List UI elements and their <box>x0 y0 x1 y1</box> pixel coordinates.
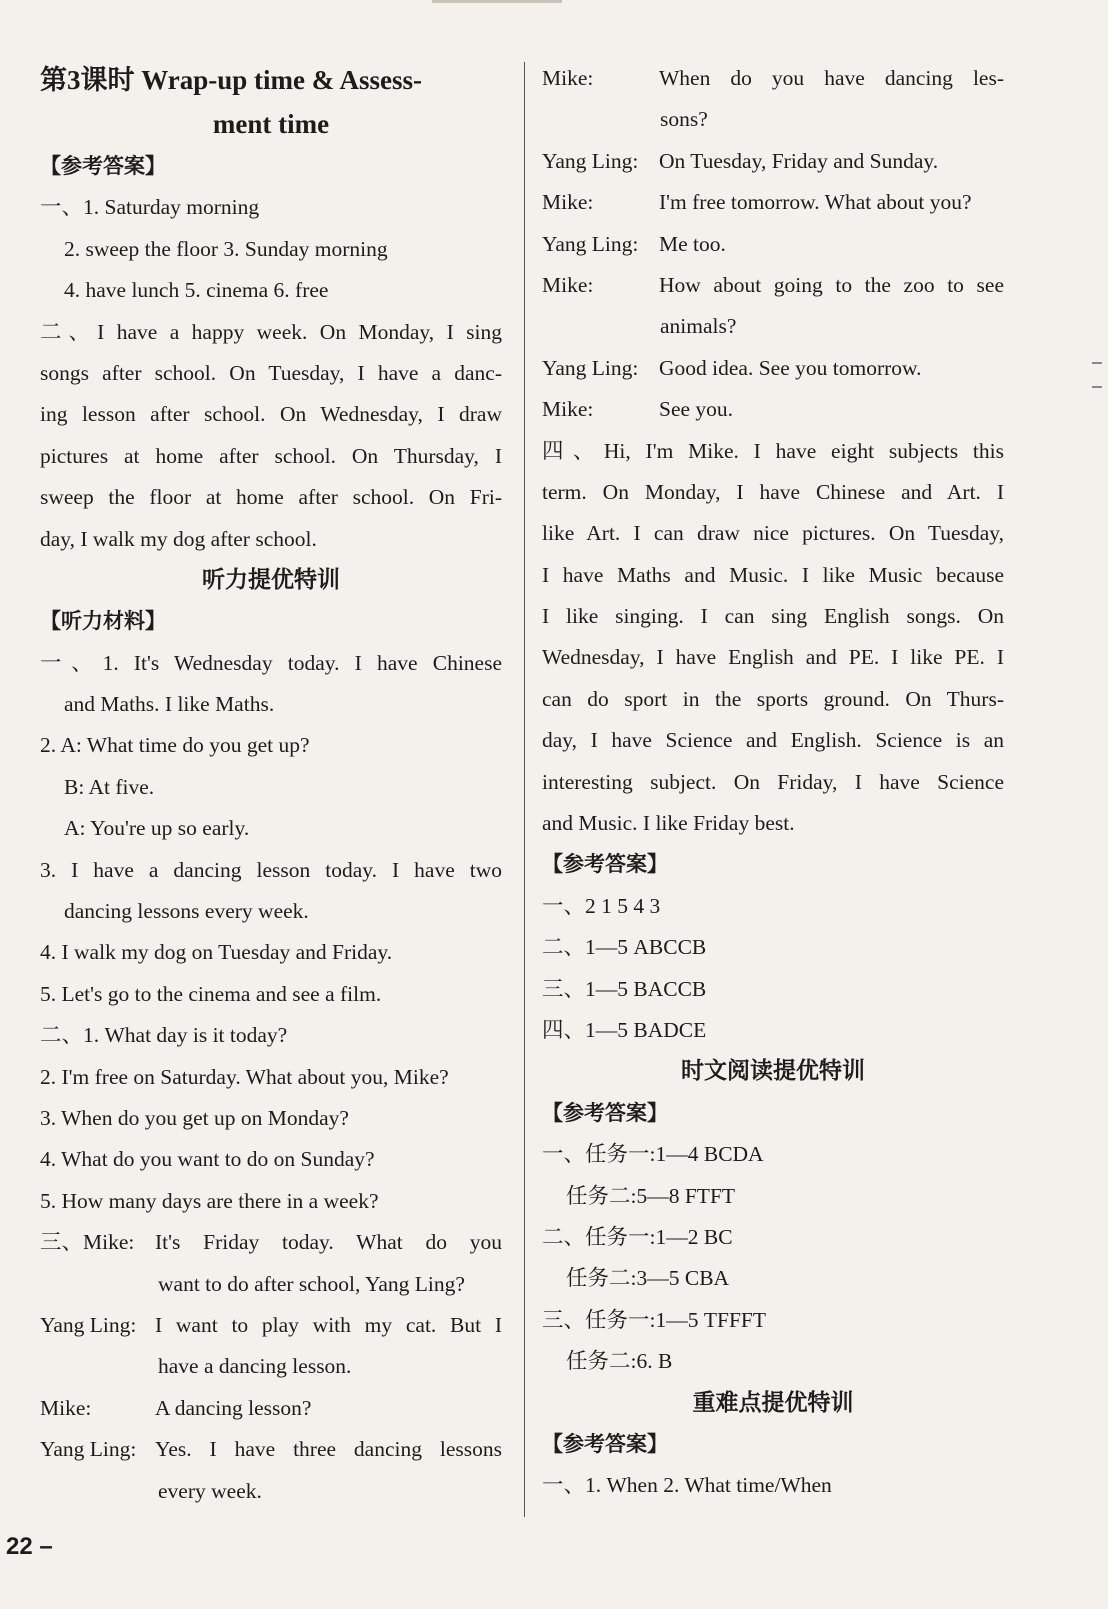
paragraph-line: sweep the floor at home after school. On Fri- <box>40 485 502 510</box>
paragraph-line: and Music. I like Friday best. <box>542 811 795 836</box>
column-divider <box>524 62 525 1517</box>
dialogue-text: I'm free tomorrow. What about you? <box>659 190 972 215</box>
paragraph-line: 二、I have a happy week. On Monday, I sing <box>40 319 502 344</box>
speaker-label: Yang Ling: <box>542 355 639 380</box>
answer-line: 一、2 1 5 4 3 <box>542 893 661 918</box>
answer-line: 2. sweep the floor 3. Sunday morning <box>64 236 388 261</box>
speaker-label: 三、Mike: <box>40 1230 135 1255</box>
listening-line: A: You're up so early. <box>64 816 250 841</box>
paragraph-line: Wednesday, I have English and PE. I like PE. I <box>542 645 1004 670</box>
answer-line: 任务二:5—8 FTFT <box>566 1183 736 1208</box>
dialogue-line <box>542 389 1004 430</box>
section-heading-reading: 时文阅读提优特训 <box>681 1058 865 1085</box>
paragraph-line: I have Maths and Music. I like Music because <box>542 562 1004 587</box>
section-heading-key-points: 重难点提优特训 <box>692 1389 854 1416</box>
speaker-label: Yang Ling: <box>40 1437 137 1462</box>
dialogue-continuation: have a dancing lesson. <box>158 1354 352 1379</box>
listening-line: 一、1. It's Wednesday today. I have Chinese <box>40 650 502 675</box>
speaker-label: Yang Ling: <box>40 1312 137 1337</box>
lesson-title-line1: 第3课时 Wrap-up time & Assess- <box>40 65 423 95</box>
dialogue-line <box>40 1388 502 1429</box>
speaker-label: Yang Ling: <box>542 148 639 173</box>
dialogue-line <box>542 141 1004 182</box>
dialogue-text: When do you have dancing les- <box>659 66 1004 90</box>
dialogue-line <box>542 58 1004 99</box>
dialogue-text: How about going to the zoo to see <box>659 272 1004 297</box>
answer-line: 三、1—5 BACCB <box>542 976 707 1001</box>
dialogue-line <box>40 1429 502 1470</box>
speaker-label: Mike: <box>40 1395 92 1420</box>
answer-heading: 【参考答案】 <box>542 1100 668 1125</box>
answer-line: 4. have lunch 5. cinema 6. free <box>64 278 329 303</box>
question-line: 2. I'm free on Saturday. What about you, Mike? <box>40 1064 449 1089</box>
lesson-title-line2: ment time <box>212 109 330 139</box>
dialogue-line <box>542 348 1004 389</box>
listening-line: 2. A: What time do you get up? <box>40 733 310 758</box>
dialogue-text: A dancing lesson? <box>155 1395 312 1420</box>
answer-heading: 【参考答案】 <box>542 852 668 877</box>
dialogue-text: On Tuesday, Friday and Sunday. <box>659 148 939 173</box>
paragraph-line: interesting subject. On Friday, I have Science <box>542 769 1004 794</box>
answer-line: 二、任务一:1—2 BC <box>542 1224 733 1249</box>
answer-line: 二、1—5 ABCCB <box>542 935 707 960</box>
answer-line: 任务二:6. B <box>566 1349 673 1374</box>
page-edge-mark <box>1092 362 1102 388</box>
answer-heading: 【参考答案】 <box>542 1431 668 1456</box>
section-heading-listening: 听力提优特训 <box>202 566 340 593</box>
speaker-label: Mike: <box>542 397 594 422</box>
question-line: 5. How many days are there in a week? <box>40 1188 379 1213</box>
paragraph-line: like Art. I can draw nice pictures. On Tuesday, <box>542 521 1004 546</box>
listening-line: B: At five. <box>64 774 155 799</box>
dialogue-text: See you. <box>659 397 734 422</box>
listening-line: and Maths. I like Maths. <box>64 692 275 717</box>
dialogue-text: I want to play with my cat. But I <box>155 1312 502 1337</box>
dialogue-text: Me too. <box>659 231 726 256</box>
top-edge-mark <box>432 0 562 3</box>
paragraph-line: term. On Monday, I have Chinese and Art. I <box>542 479 1004 504</box>
answer-line: 三、任务一:1—5 TFFFT <box>542 1307 766 1332</box>
dialogue-text: Yes. I have three dancing lessons <box>155 1437 502 1462</box>
question-line: 二、1. What day is it today? <box>40 1023 288 1048</box>
question-line: 4. What do you want to do on Sunday? <box>40 1147 375 1172</box>
dialogue-continuation: sons? <box>660 107 708 132</box>
dialogue-line <box>542 224 1004 265</box>
dialogue-line <box>542 182 1004 223</box>
paragraph-line: can do sport in the sports ground. On Thurs- <box>542 686 1004 711</box>
page-number: 22 – <box>6 1533 53 1560</box>
listening-line: 4. I walk my dog on Tuesday and Friday. <box>40 940 393 965</box>
right-column <box>542 58 1004 1507</box>
paragraph-line: songs after school. On Tuesday, I have a danc- <box>40 360 502 385</box>
answer-line: 四、1—5 BADCE <box>542 1017 707 1042</box>
left-column <box>40 58 502 1512</box>
listening-line: dancing lessons every week. <box>64 899 309 924</box>
dialogue-line <box>542 265 1004 306</box>
answer-line: 一、任务一:1—4 BCDA <box>542 1142 764 1167</box>
answer-heading: 【参考答案】 <box>40 154 166 178</box>
dialogue-text: It's Friday today. What do you <box>155 1230 502 1255</box>
answer-line: 任务二:3—5 CBA <box>566 1266 730 1291</box>
listening-material-heading: 【听力材料】 <box>40 609 166 634</box>
paragraph-line: pictures at home after school. On Thursday, I <box>40 443 502 468</box>
paragraph-line: ing lesson after school. On Wednesday, I draw <box>40 402 502 427</box>
dialogue-continuation: want to do after school, Yang Ling? <box>158 1271 465 1296</box>
paragraph-line: I like singing. I can sing English songs. On <box>542 604 1004 629</box>
paragraph-line: day, I walk my dog after school. <box>40 526 317 551</box>
dialogue-text: Good idea. See you tomorrow. <box>659 355 922 380</box>
paragraph-line: 四、Hi, I'm Mike. I have eight subjects this <box>542 438 1004 463</box>
speaker-label: Yang Ling: <box>542 231 639 256</box>
dialogue-line <box>40 1222 502 1263</box>
answer-line: 一、1. When 2. What time/When <box>542 1473 832 1498</box>
paragraph-line: day, I have Science and English. Science is an <box>542 728 1004 753</box>
listening-line: 5. Let's go to the cinema and see a film. <box>40 981 382 1006</box>
speaker-label: Mike: <box>542 190 594 215</box>
speaker-label: Mike: <box>542 272 594 297</box>
dialogue-continuation: every week. <box>158 1478 262 1503</box>
dialogue-line <box>40 1305 502 1346</box>
listening-line: 3. I have a dancing lesson today. I have two <box>40 857 502 882</box>
speaker-label: Mike: <box>542 66 594 90</box>
question-line: 3. When do you get up on Monday? <box>40 1105 349 1130</box>
answer-line: 一、1. Saturday morning <box>40 195 260 220</box>
dialogue-continuation: animals? <box>660 314 737 339</box>
